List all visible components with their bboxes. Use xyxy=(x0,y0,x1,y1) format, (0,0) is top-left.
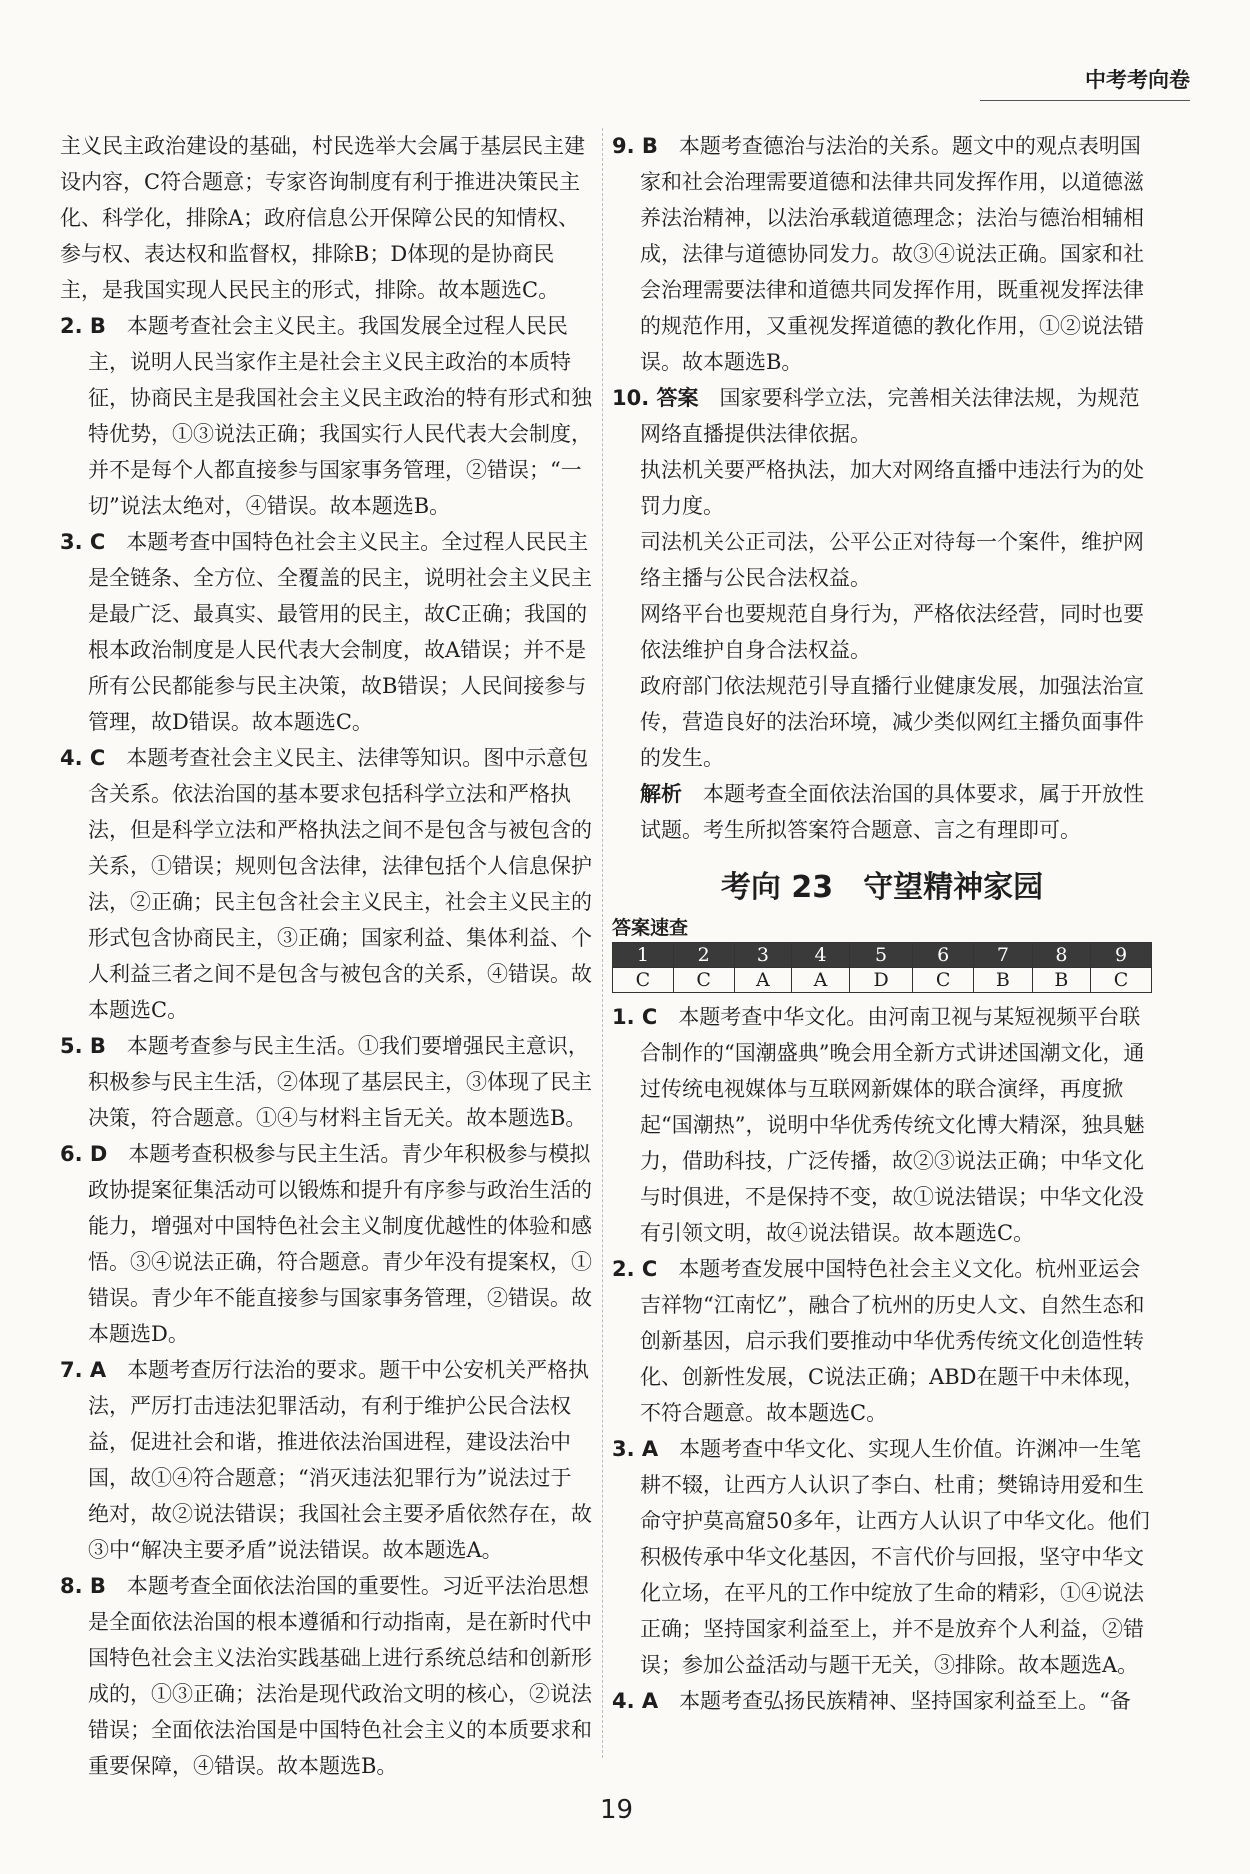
section-answer-4 xyxy=(612,1683,1152,1719)
answer-label: 1. C xyxy=(612,1005,658,1029)
key-number: 6 xyxy=(913,943,974,968)
answer-text: 本题考查社会主义民主、法律等知识。图中示意包含关系。依法治国的基本要求包括科学立法和严格执法，但是科学立法和严格执法之间不是包含与被包含的关系，①错误；规则包含法律，法律包括个人信息保护法，②正确；民主包含社会主义民主，社会主义民主的形式包含协商民主，③正确；国家利益、集体利益、个人利益三者之间不是包含与被包含的关系，④错误。故本题选C。 xyxy=(88,746,592,1022)
answer-text: 本题考查发展中国特色社会主义文化。杭州亚运会吉祥物“江南忆”，融合了杭州的历史人文、自然生态和创新基因，启示我们要推动中华优秀传统文化创造性转化、创新性发展，C说法正确；ABD在题干中未体现，不符合题意。故本题选C。 xyxy=(640,1257,1145,1425)
answer-9 xyxy=(612,128,1152,380)
key-answer: A xyxy=(734,968,792,993)
page-number: 19 xyxy=(600,1795,634,1825)
key-answer: C xyxy=(673,968,734,993)
answer-text: 本题考查中华文化、实现人生价值。许渊冲一生笔耕不辍，让西方人认识了李白、杜甫；樊锦诗用爱和生命守护莫高窟50多年，让西方人认识了中华文化。他们积极传承中华文化基因，不言代价与回报，坚守中华文化立场，在平凡的工作中绽放了生命的精彩，①④说法正确；坚持国家利益至上，并不是放弃个人利益，②错误；参加公益活动与题干无关，③排除。故本题选A。 xyxy=(640,1437,1150,1677)
key-number: 8 xyxy=(1032,943,1091,968)
analysis-text: 本题考查全面依法治国的具体要求，属于开放性试题。考生所拟答案符合题意、言之有理即可。 xyxy=(640,782,1144,842)
key-answer: B xyxy=(1032,968,1091,993)
answer-label: 3. A xyxy=(612,1437,659,1461)
key-answer: D xyxy=(849,968,912,993)
key-answer: C xyxy=(1091,968,1152,993)
answer-text: 本题考查弘扬民族精神、坚持国家利益至上。“备 xyxy=(679,1689,1131,1713)
section-answer-2 xyxy=(612,1251,1152,1431)
key-answer: A xyxy=(792,968,850,993)
answer-label: 5. B xyxy=(60,1034,106,1058)
key-number: 7 xyxy=(974,943,1033,968)
continued-answer: 主义民主政治建设的基础，村民选举大会属于基层民主建设内容，C符合题意；专家咨询制度有利于推进决策民主化、科学化，排除A；政府信息公开保障公民的知情权、参与权、表达权和监督权，排除B；D体现的是协商民主，是我国实现人民民主的形式，排除。故本题选C。 xyxy=(60,134,585,302)
left-column xyxy=(60,128,592,1784)
answer-10-point: 执法机关要严格执法，加大对网络直播中违法行为的处罚力度。 xyxy=(640,458,1144,518)
running-header: 中考考向卷 xyxy=(980,64,1190,101)
answer-text: 本题考查中华文化。由河南卫视与某短视频平台联合制作的“国潮盛典”晚会用全新方式讲述国潮文化，通过传统电视媒体与互联网新媒体的联合演绎，再度掀起“国潮热”，说明中华优秀传统文化博大精深，独具魅力，借助科技，广泛传播，故②③说法正确；中华文化与时俱进，不是保持不变，故①说法错误；中华文化没有引领文明，故④说法错误。故本题选C。 xyxy=(640,1005,1145,1245)
answer-key-numbers xyxy=(613,943,1152,968)
key-number: 9 xyxy=(1091,943,1152,968)
answer-3 xyxy=(60,524,592,740)
answer-6 xyxy=(60,1136,592,1352)
section-answer-1 xyxy=(612,999,1152,1251)
key-answer: B xyxy=(974,968,1033,993)
key-answer: C xyxy=(613,968,674,993)
answer-text: 本题考查厉行法治的要求。题干中公安机关严格执法，严厉打击违法犯罪活动，有利于维护公民合法权益，促进社会和谐，推进依法治国进程，建设法治中国，故①④符合题意；“消灭违法犯罪行为”说法过于绝对，故②说法错误；我国社会主要矛盾依然存在，故③中“解决主要矛盾”说法错误。故本题选A。 xyxy=(88,1358,592,1562)
answer-10 xyxy=(612,380,1152,452)
answer-label: 7. A xyxy=(60,1358,107,1382)
key-number: 2 xyxy=(673,943,734,968)
section-title: 考向 23 守望精神家园 xyxy=(720,870,1044,905)
answer-label: 10. 答案 xyxy=(612,386,699,410)
answer-text: 本题考查社会主义民主。我国发展全过程人民民主，说明人民当家作主是社会主义民主政治的本质特征，协商民主是我国社会主义民主政治的特有形式和独特优势，①③说法正确；我国实行人民代表大会制度，并不是每个人都直接参与国家事务管理，②错误；“一切”说法太绝对，④错误。故本题选B。 xyxy=(88,314,592,518)
answer-label: 4. A xyxy=(612,1689,659,1713)
right-column xyxy=(612,128,1152,1719)
column-divider xyxy=(602,128,603,1758)
answer-key-label: 答案速查 xyxy=(612,917,689,939)
section-answer-3 xyxy=(612,1431,1152,1683)
answer-10-point: 网络平台也要规范自身行为，严格依法经营，同时也要依法维护自身合法权益。 xyxy=(640,602,1144,662)
analysis xyxy=(640,776,1152,848)
key-answer: C xyxy=(913,968,974,993)
key-number: 3 xyxy=(734,943,792,968)
answer-text: 国家要科学立法，完善相关法律法规，为规范网络直播提供法律依据。 xyxy=(640,386,1140,446)
answer-label: 6. D xyxy=(60,1142,108,1166)
answer-label: 2. C xyxy=(612,1257,658,1281)
answer-text: 本题考查参与民主生活。①我们要增强民主意识，积极参与民主生活，②体现了基层民主，③体现了民主决策，符合题意。①④与材料主旨无关。故本题选B。 xyxy=(88,1034,592,1130)
answer-text: 本题考查德治与法治的关系。题文中的观点表明国家和社会治理需要道德和法律共同发挥作用，以道德滋养法治精神，以法治承载道德理念；法治与德治相辅相成，法律与道德协同发力。故③④说法正确。国家和社会治理需要法律和道德共同发挥作用，既重视发挥法律的规范作用，又重视发挥道德的教化作用，①②说法错误。故本题选B。 xyxy=(640,134,1144,374)
answer-7 xyxy=(60,1352,592,1568)
key-number: 5 xyxy=(849,943,912,968)
answer-label: 2. B xyxy=(60,314,106,338)
answer-2 xyxy=(60,308,592,524)
answer-key-answers xyxy=(613,968,1152,993)
answer-10-point: 政府部门依法规范引导直播行业健康发展，加强法治宣传，营造良好的法治环境，减少类似网红主播负面事件的发生。 xyxy=(640,674,1144,770)
answer-text: 本题考查积极参与民主生活。青少年积极参与模拟政协提案征集活动可以锻炼和提升有序参与政治生活的能力，增强对中国特色社会主义制度优越性的体验和感悟。③④说法正确，符合题意。青少年没有提案权，①错误。青少年不能直接参与国家事务管理，②错误。故本题选D。 xyxy=(88,1142,592,1346)
answer-5 xyxy=(60,1028,592,1136)
answer-label: 9. B xyxy=(612,134,658,158)
answer-4 xyxy=(60,740,592,1028)
answer-text: 本题考查中国特色社会主义民主。全过程人民民主是全链条、全方位、全覆盖的民主，说明社会主义民主是最广泛、最真实、最管用的民主，故C正确；我国的根本政治制度是人民代表大会制度，故A错误；并不是所有公民都能参与民主决策，故B错误；人民间接参与管理，故D错误。故本题选C。 xyxy=(88,530,592,734)
answer-label: 8. B xyxy=(60,1574,106,1598)
answer-8 xyxy=(60,1568,592,1784)
answer-10-point: 司法机关公正司法，公平公正对待每一个案件，维护网络主播与公民合法权益。 xyxy=(640,530,1144,590)
answer-text: 本题考查全面依法治国的重要性。习近平法治思想是全面依法治国的根本遵循和行动指南，是在新时代中国特色社会主义法治实践基础上进行系统总结和创新形成的，①③正确；法治是现代政治文明的核心，②说法错误；全面依法治国是中国特色社会主义的本质要求和重要保障，④错误。故本题选B。 xyxy=(88,1574,592,1778)
answer-label: 3. C xyxy=(60,530,106,554)
key-number: 4 xyxy=(792,943,850,968)
analysis-label: 解析 xyxy=(640,782,682,806)
key-number: 1 xyxy=(613,943,674,968)
answer-key-table xyxy=(612,942,1152,993)
answer-label: 4. C xyxy=(60,746,106,770)
